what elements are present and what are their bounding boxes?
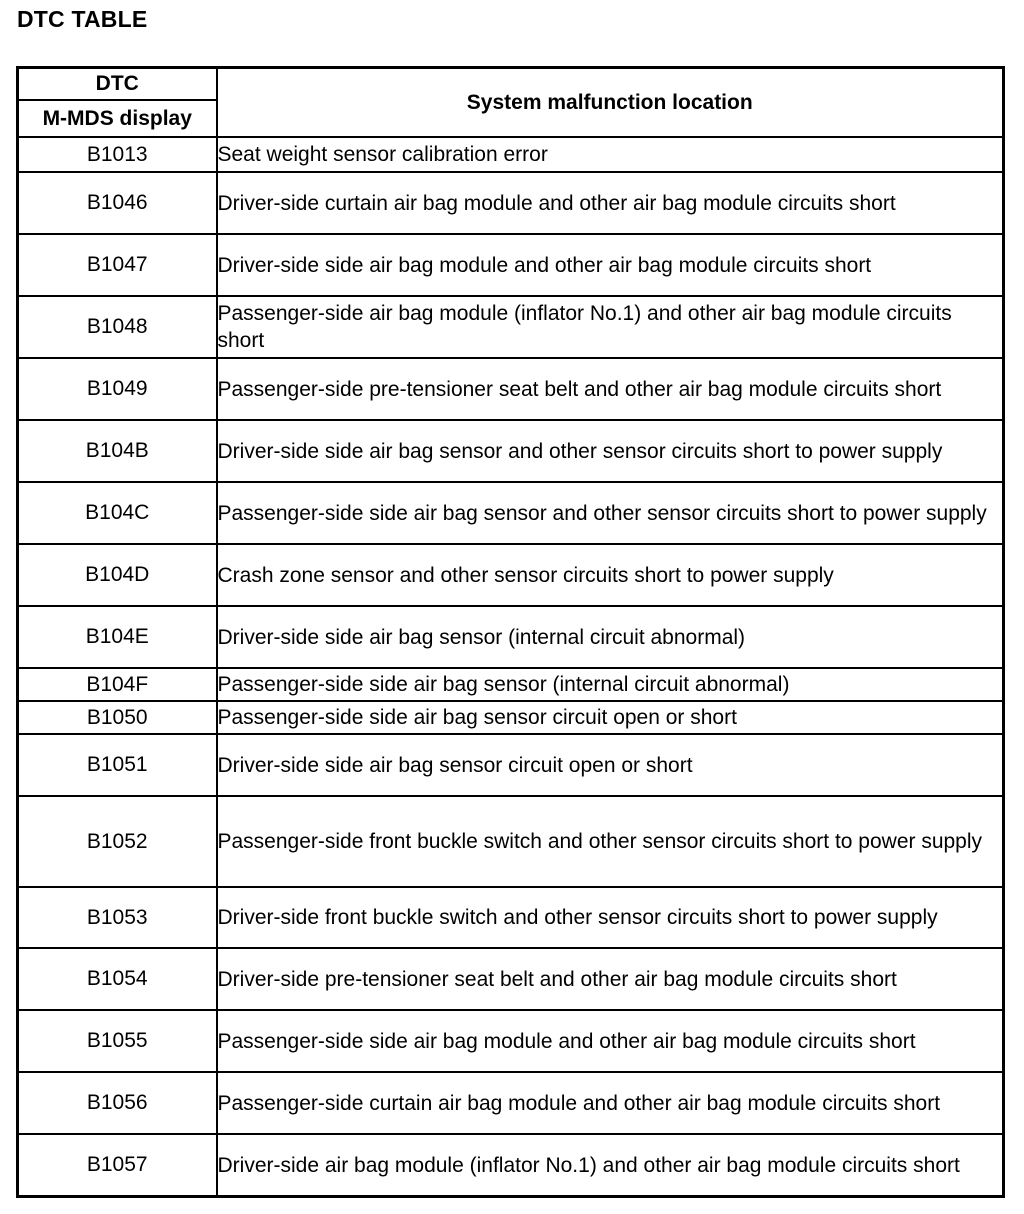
table-row bbox=[18, 482, 1004, 544]
malfunction-location-cell: Passenger-side side air bag sensor and other sensor circuits short to power supply bbox=[217, 482, 1004, 544]
dtc-table bbox=[16, 66, 1005, 1198]
table-row bbox=[18, 668, 1004, 701]
malfunction-location-cell: Seat weight sensor calibration error bbox=[217, 137, 1004, 172]
dtc-code-cell: B1050 bbox=[18, 701, 217, 734]
malfunction-location-cell: Driver-side side air bag sensor and other sensor circuits short to power supply bbox=[217, 420, 1004, 482]
malfunction-location-cell: Passenger-side pre-tensioner seat belt and other air bag module circuits short bbox=[217, 358, 1004, 420]
dtc-code-cell: B1051 bbox=[18, 734, 217, 796]
table-row bbox=[18, 296, 1004, 358]
dtc-code-cell: B1047 bbox=[18, 234, 217, 296]
dtc-code-cell: B104C bbox=[18, 482, 217, 544]
malfunction-location-cell: Passenger-side side air bag sensor circuit open or short bbox=[217, 701, 1004, 734]
column-header-location: System malfunction location bbox=[217, 68, 1004, 138]
dtc-code-cell: B1054 bbox=[18, 948, 217, 1010]
dtc-code-cell: B1053 bbox=[18, 887, 217, 948]
malfunction-location-cell: Driver-side side air bag sensor (internal circuit abnormal) bbox=[217, 606, 1004, 668]
dtc-code-cell: B104E bbox=[18, 606, 217, 668]
dtc-code-cell: B1056 bbox=[18, 1072, 217, 1134]
malfunction-location-cell: Crash zone sensor and other sensor circuits short to power supply bbox=[217, 544, 1004, 606]
dtc-code-cell: B104F bbox=[18, 668, 217, 701]
table-row bbox=[18, 420, 1004, 482]
malfunction-location-cell: Driver-side curtain air bag module and other air bag module circuits short bbox=[217, 172, 1004, 234]
column-header-dtc: DTC bbox=[18, 68, 217, 101]
table-row bbox=[18, 796, 1004, 887]
dtc-code-cell: B1052 bbox=[18, 796, 217, 887]
malfunction-location-cell: Driver-side pre-tensioner seat belt and other air bag module circuits short bbox=[217, 948, 1004, 1010]
column-header-mds-display: M-MDS display bbox=[18, 100, 217, 137]
table-row bbox=[18, 1072, 1004, 1134]
page-title: DTC TABLE bbox=[17, 6, 148, 32]
table-row bbox=[18, 172, 1004, 234]
dtc-code-cell: B1057 bbox=[18, 1134, 217, 1197]
malfunction-location-cell: Driver-side front buckle switch and other sensor circuits short to power supply bbox=[217, 887, 1004, 948]
table-row bbox=[18, 701, 1004, 734]
malfunction-location-cell: Passenger-side side air bag module and other air bag module circuits short bbox=[217, 1010, 1004, 1072]
table-row bbox=[18, 1010, 1004, 1072]
malfunction-location-cell: Driver-side side air bag module and other air bag module circuits short bbox=[217, 234, 1004, 296]
dtc-code-cell: B1013 bbox=[18, 137, 217, 172]
table-body bbox=[18, 137, 1004, 1197]
dtc-code-cell: B1046 bbox=[18, 172, 217, 234]
table-row bbox=[18, 234, 1004, 296]
malfunction-location-cell: Passenger-side air bag module (inflator No.1) and other air bag module circuits short bbox=[217, 296, 1004, 358]
dtc-code-cell: B1055 bbox=[18, 1010, 217, 1072]
table-row bbox=[18, 734, 1004, 796]
table-row bbox=[18, 358, 1004, 420]
table-row bbox=[18, 1134, 1004, 1197]
malfunction-location-cell: Driver-side air bag module (inflator No.1) and other air bag module circuits short bbox=[217, 1134, 1004, 1197]
table-row bbox=[18, 606, 1004, 668]
dtc-code-cell: B104B bbox=[18, 420, 217, 482]
dtc-code-cell: B104D bbox=[18, 544, 217, 606]
malfunction-location-cell: Passenger-side side air bag sensor (internal circuit abnormal) bbox=[217, 668, 1004, 701]
table-row bbox=[18, 948, 1004, 1010]
table-header bbox=[18, 68, 1004, 138]
malfunction-location-cell: Passenger-side curtain air bag module and other air bag module circuits short bbox=[217, 1072, 1004, 1134]
table-row bbox=[18, 544, 1004, 606]
dtc-code-cell: B1049 bbox=[18, 358, 217, 420]
malfunction-location-cell: Driver-side side air bag sensor circuit open or short bbox=[217, 734, 1004, 796]
dtc-code-cell: B1048 bbox=[18, 296, 217, 358]
table-row bbox=[18, 137, 1004, 172]
table-row bbox=[18, 887, 1004, 948]
malfunction-location-cell: Passenger-side front buckle switch and other sensor circuits short to power supply bbox=[217, 796, 1004, 887]
